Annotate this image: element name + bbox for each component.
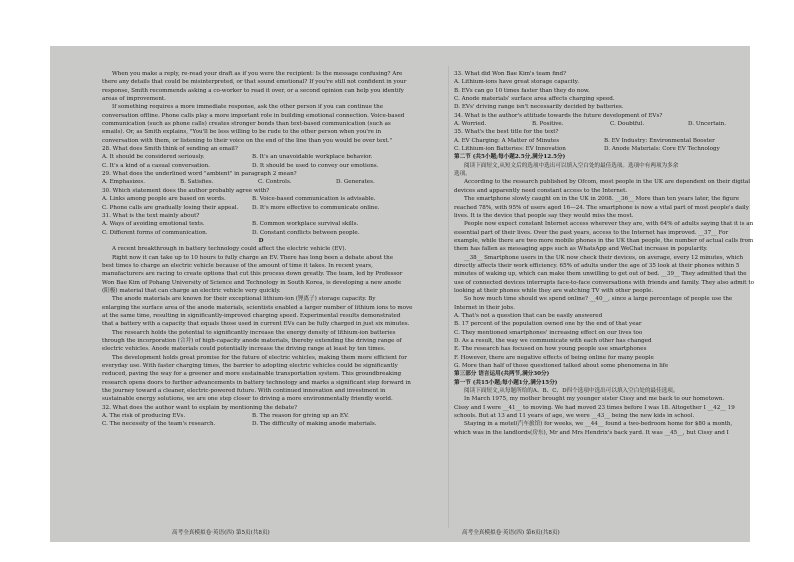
- text-line: People now expect constant Internet access wherever they are, with 64% of adults saying that it is an: [464, 221, 754, 228]
- text-line: manufacturers are racing to create options that cut this process down greatly. The team, led by Professor: [102, 271, 403, 278]
- answer-option: A. The risk of producing EVs.: [102, 413, 186, 420]
- text-line: 32. What does the author want to explain by mentioning the debate?: [102, 404, 298, 411]
- text-line: The anode materials are known for their exceptional lithium-ion (锂离子) storage capacity. By: [112, 296, 376, 303]
- text-line: [102, 162, 420, 170]
- text-line: them has fallen as messaging apps such as WhatsApp and WeChat increase in popularity.: [454, 246, 708, 253]
- answer-option: B. Voice-based communication is advisable.: [252, 196, 376, 203]
- text-line: lives. It is the device that people say they would miss the most.: [454, 212, 634, 219]
- answer-option: A. Emphasizes.: [102, 179, 146, 186]
- text-line: 28. What does Smith think of sending an email?: [102, 146, 238, 153]
- answer-option: B. It's an unavoidable workplace behavior.: [252, 154, 373, 161]
- text-line: A. That's not a question that can be easily answered: [454, 312, 603, 319]
- right-page-column: [454, 70, 772, 437]
- text-line: A. Lithium-ions have great storage capacity.: [454, 79, 579, 86]
- text-line: looking at their phones while they are watching TV with other people.: [454, 287, 654, 294]
- left-page-column: [102, 70, 420, 429]
- text-line: areas of improvement.: [102, 96, 166, 103]
- text-line: electric vehicles. Anode materials could potentially increase the driving range at least by ten times.: [102, 346, 386, 353]
- answer-option: A. Links among people are based on words.: [102, 196, 226, 203]
- answer-option: A. Ways of avoiding emotional texts.: [102, 221, 205, 228]
- footer-left: 高考全真模拟卷·英语(四) 第5页(共8页): [172, 530, 270, 536]
- text-line: conversation offline. Phone calls play a more important role in building emotional connection. Voice-based: [102, 112, 405, 119]
- text-line: So how much time should we spend online? __40__, since a large percentage of people use the: [464, 296, 733, 303]
- text-line: 29. What does the underlined word "ambient" in paragraph 2 mean?: [102, 171, 297, 178]
- text-line: [102, 420, 420, 428]
- text-line: 第二节 (共5小题;每小题2.5分,满分12.5分): [454, 154, 566, 161]
- text-line: 35. What's the best title for the text?: [454, 129, 559, 136]
- text-line: devices and apparently need constant access to the Internet.: [454, 187, 628, 194]
- text-line: When you make a reply, re-read your draft as if you were the recipient: Is the message confusing? Are: [112, 71, 403, 77]
- text-line: there any details that could be misinterpreted, or that sound emotional? If you're still not confident in your: [102, 79, 407, 86]
- text-line: essential part of their lives. Over the past years, access to the Internet has improved. __37__ For: [454, 229, 729, 236]
- text-line: In March 1975, my mother brought my younger sister Cissy and me back to our hometown.: [464, 396, 725, 403]
- answer-option: A. Worried.: [454, 121, 487, 128]
- text-line: best times to charge an electric vehicle because of the amount of time it takes. In recent years,: [102, 262, 373, 269]
- text-line: If something requires a more immediate response, ask the other person if you can continue the: [112, 104, 384, 111]
- text-line: through the incorporation (合并) of high-capacity anode materials, thereby extending the driving range of: [102, 338, 402, 344]
- answer-option: C. Lithium-ion Batteries: EV Innovation: [454, 146, 566, 153]
- text-line: everyday use. With faster charging times, the barrier to adopting electric vehicles could be significantly: [102, 363, 398, 370]
- text-line: D: [258, 237, 264, 244]
- text-line: __38__ Smartphone users in the UK now check their devices, on average, every 12 minutes, which: [464, 254, 744, 261]
- answer-option: C. Controls.: [258, 179, 292, 186]
- text-line: A recent breakthrough in battery technology could affect the electric vehicle (EV).: [112, 246, 347, 253]
- text-line: [454, 120, 772, 128]
- answer-option: D. It should be used to convey our emotions.: [252, 162, 379, 169]
- answer-option: A. EV Charging: A Matter of Minutes: [454, 137, 560, 144]
- text-line: 30. Which statement does the author probably agree with?: [102, 187, 270, 194]
- text-line: reached 78%, with 95% of users aged 16—24. The smartphone is now a vital part of most people's daily: [454, 204, 749, 211]
- text-line: that a battery with a capacity that equals those used in current EVs can be fully charged in just six minutes.: [102, 321, 410, 328]
- text-line: [102, 220, 420, 228]
- page-divider: [448, 66, 449, 528]
- text-line: sustainable energy solutions, we are one step closer to driving a more environmentally friendly world.: [102, 396, 393, 403]
- text-line: B. EVs can go 10 times faster than they do now.: [454, 87, 590, 94]
- text-line: Internet in their jobs.: [454, 304, 515, 311]
- text-line: B. 17 percent of the population owned one by the end of that year: [454, 321, 642, 328]
- text-line: C. They mentioned smartphones' increasing effect on our lives too: [454, 329, 643, 336]
- text-line: [102, 412, 420, 420]
- text-line: at the same time, resulting in significantly-improved charging speed. Experimental results demonstrated: [102, 312, 401, 319]
- answer-option: C. The necessity of the team's research.: [102, 421, 216, 428]
- text-line: G. More than half of those questioned talked about some phenomena in life: [454, 363, 669, 370]
- text-line: C. Anode materials' surface area affects charging speed.: [454, 96, 615, 103]
- text-line: 33. What did Won Bae Kim's team find?: [454, 71, 567, 77]
- text-line: D. EVs' driving range isn't necessarily decided by batteries.: [454, 104, 624, 111]
- text-line: 第一节 (共15小题;每小题1分,满分15分): [454, 379, 558, 386]
- text-line: 选项。: [454, 171, 471, 178]
- footer-right: 高考全真模拟卷·英语(四) 第6页(共8页): [462, 530, 560, 536]
- text-line: use of connected devices interrupts face-to-face conversations with friends and family. They also admit to: [454, 279, 754, 286]
- exam-sheet: [50, 46, 754, 542]
- answer-option: D. Constant conflicts between people.: [252, 229, 360, 236]
- text-line: [454, 137, 772, 145]
- text-line: Right now it can take up to 10 hours to fully charge an EV. There has long been a debate about the: [112, 254, 394, 261]
- text-line: research opens doors to further advancements in battery technology and marks a significant step forward in: [102, 379, 411, 386]
- text-line: E. The research has focused on how young people use smartphones: [454, 346, 647, 353]
- text-line: directly affects their work efficiency. 65% of adults under the age of 35 look at their phones within 5: [454, 262, 740, 269]
- text-line: which was in the landlords(房东), Mr and Mrs Hendrix's back yard. It was __45__, but Cissy and I: [454, 429, 729, 436]
- answer-option: D. Anode Materials: Core EV Technology: [604, 146, 720, 153]
- text-line: 31. What is the text mainly about?: [102, 212, 200, 219]
- text-line: emails). Or, as Smith explains, "You'll be less willing to be rude to the other person when you're in: [102, 129, 382, 136]
- text-line: Won Bae Kim of Pohang University of Science and Technology in South Korea, is developing a new anode: [102, 279, 402, 286]
- answer-option: C. Doubtful.: [610, 121, 645, 128]
- text-line: The smartphone slowly caught on in the UK in 2008. __36__ More than ten years later, the figure: [464, 196, 740, 203]
- answer-option: B. EV Industry: Environmental Booster: [604, 137, 715, 144]
- text-line: [102, 153, 420, 161]
- answer-option: B. Common workplace survival skills.: [252, 221, 359, 228]
- text-line: reduced, paving the way for a greener and more sustainable transportation system. This groundbreaking: [102, 371, 402, 378]
- text-line: communication (such as phone calls) creates stronger bonds than text-based communication (such as: [102, 121, 391, 128]
- text-line: [102, 229, 420, 237]
- text-line: the journey toward a cleaner, electric-powered future. With continued innovation and investment in: [102, 388, 386, 395]
- text-line: D. As a result, the way we communicate with each other has changed: [454, 338, 652, 344]
- text-line: 阅读下面短文,从短文后的选项中选出可以填入空白处的最佳选项。选项中有两项为多余: [464, 162, 679, 169]
- text-line: [102, 204, 420, 212]
- text-line: Staying in a motel(汽车旅馆) for weeks, we __44__ found a two-bedroom home for $80 a month,: [464, 421, 733, 428]
- text-line: minutes of waking up, which can make them unwilling to get out of bed. __39__ They admitted that the: [454, 271, 747, 278]
- text-line: The research holds the potential to significantly increase the energy density of lithium-ion batteries: [112, 329, 396, 336]
- text-line: enlarging the surface area of the anode materials, scientists enabled a larger number of lithium ions to move: [102, 304, 413, 311]
- answer-option: B. Satisfies.: [180, 179, 214, 186]
- text-line: [454, 145, 772, 153]
- answer-option: D. Generates.: [336, 179, 375, 186]
- text-line: According to the research published by Ofcom, most people in the UK are dependent on their digital: [464, 179, 751, 186]
- text-line: [102, 195, 420, 203]
- answer-option: D. The difficulty of making anode materials.: [252, 421, 377, 428]
- text-line: 第三部分 语言运用(共两节,满分30分): [454, 371, 550, 378]
- answer-option: A. It should be considered seriously.: [102, 154, 205, 161]
- text-line: response, Smith recommends asking a co-worker to read it over, or a second opinion can help you identify: [102, 87, 404, 94]
- text-line: 阅读下面短文,从每题所给的A、B、C、D四个选项中选出可以填入空白处的最佳选项。: [464, 388, 679, 395]
- text-line: conversation with them, or listening to their voice on the end of the line than you would be over text.": [102, 137, 393, 144]
- answer-option: C. Different forms of communication.: [102, 229, 208, 236]
- answer-option: B. Positive.: [532, 121, 564, 128]
- answer-option: B. The reason for giving up an EV.: [252, 413, 349, 420]
- text-line: F. However, there are negative effects of being online for many people: [454, 354, 654, 361]
- text-line: example, while there are two more mobile phones in the UK than people, the number of actual calls from: [454, 237, 754, 244]
- text-line: The development holds great promise for the future of electric vehicles, making them more efficient for: [112, 354, 407, 361]
- text-line: schools. But at 13 and 11 years of age, we were __43__ being the new kids in school.: [454, 413, 695, 420]
- answer-option: D. Uncertain.: [688, 121, 727, 128]
- answer-option: C. Phone calls are gradually losing their appeal.: [102, 204, 239, 211]
- text-line: [102, 178, 420, 186]
- text-line: Cissy and I were __41__ to moving. We had moved 23 times before I was 18. Altogether I __42__ 19: [454, 404, 735, 411]
- answer-option: D. It's more effective to communicate online.: [252, 204, 380, 211]
- text-line: 34. What is the author's attitude towards the future development of EVs?: [454, 112, 663, 119]
- text-line: (阳极) material that can charge an electric vehicle very quickly.: [102, 287, 281, 294]
- answer-option: C. It's a kind of a casual conversation.: [102, 162, 210, 169]
